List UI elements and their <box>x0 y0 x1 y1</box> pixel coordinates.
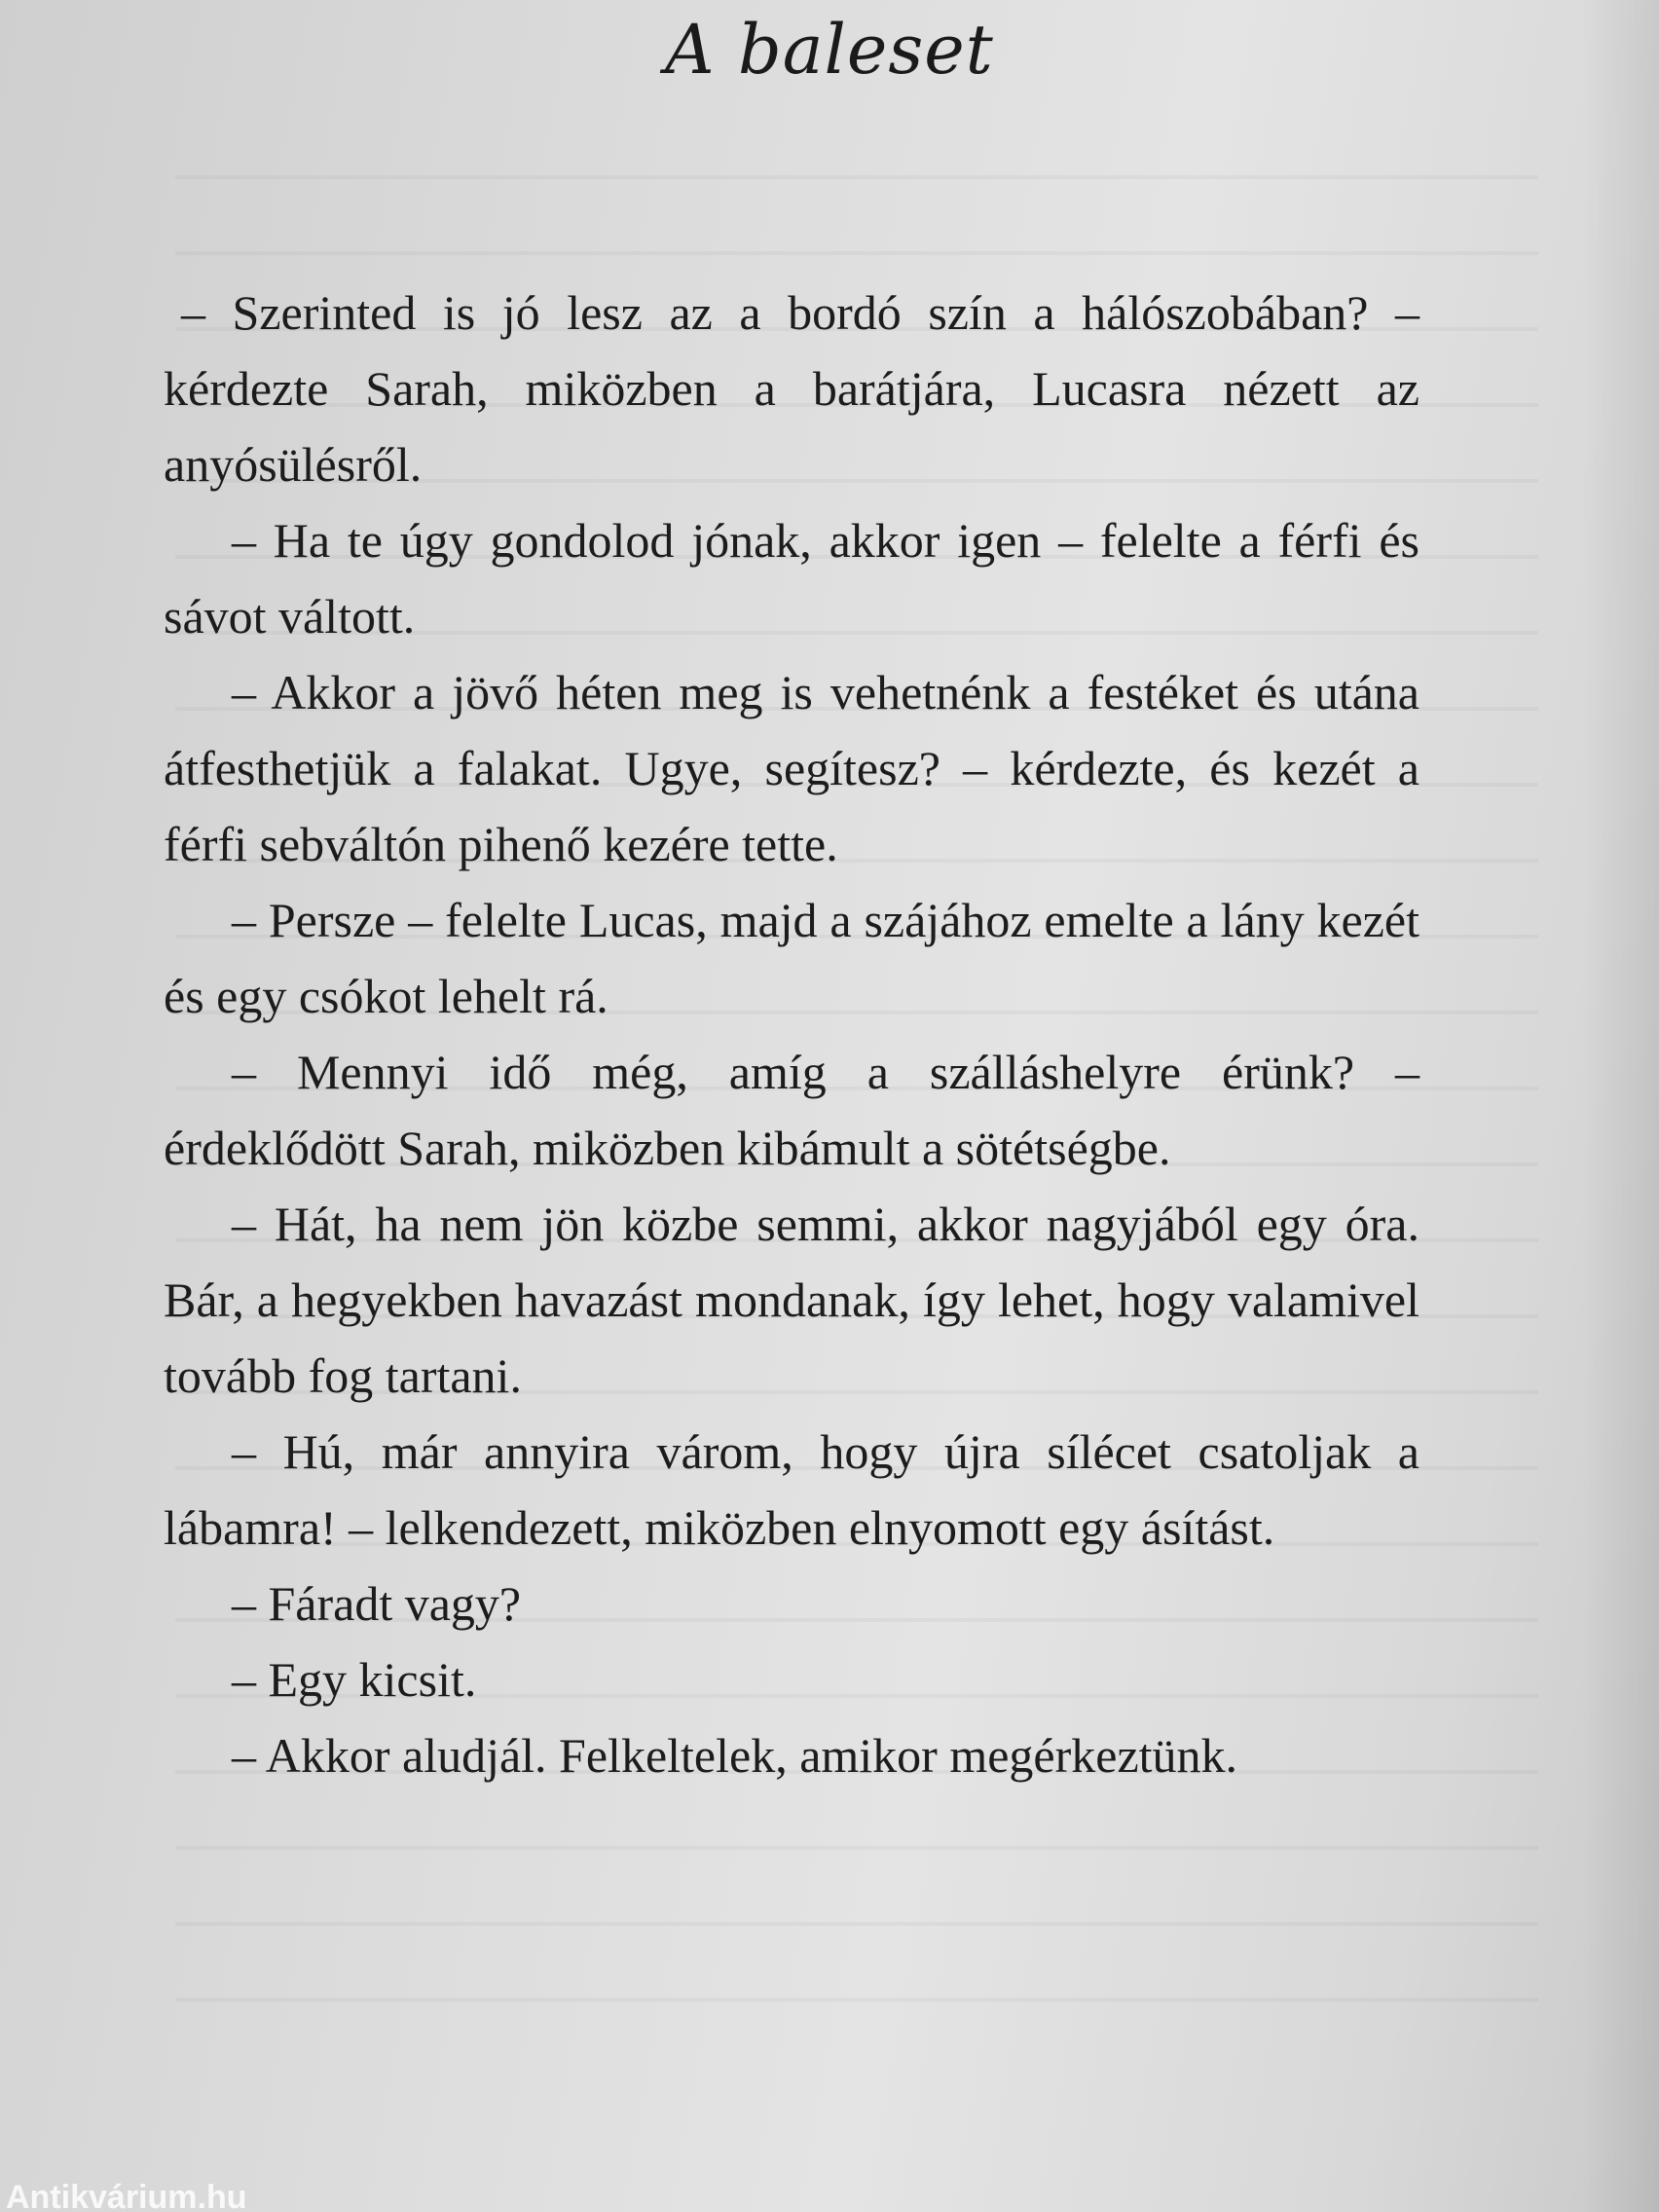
body-text <box>164 275 1419 1793</box>
paragraph: – Mennyi idő még, amíg a szálláshelyre érünk? – érdeklődött Sarah, miközben kibámult a sötétségbe. <box>164 1045 1419 1175</box>
paragraph: – Ha te úgy gondolod jónak, akkor igen – felelte a férfi és sávot váltott. <box>164 513 1419 644</box>
paragraph: – Persze – felelte Lucas, majd a szájához emelte a lány kezét és egy csókot lehelt rá. <box>164 893 1419 1023</box>
watermark: Antikvárium.hu <box>6 2183 247 2212</box>
page-edge-shadow <box>1581 0 1659 2212</box>
paragraph: – Fáradt vagy? <box>232 1576 522 1631</box>
paragraph: – Hát, ha nem jön közbe semmi, akkor nagyjából egy óra. Bár, a hegyekben havazást mondanak, így lehet, hogy valamivel tovább fog tartani. <box>164 1197 1419 1403</box>
paragraph: – Akkor aludjál. Felkeltelek, amikor megérkeztünk. <box>232 1728 1238 1783</box>
chapter-title: A baleset <box>665 10 994 90</box>
paragraph: – Szerinted is jó lesz az a bordó szín a hálószobában? – kérdezte Sarah, miközben a barátjára, Lucasra nézett az anyósülésről. <box>164 285 1419 492</box>
paragraph: – Akkor a jövő héten meg is vehetnénk a festéket és utána átfesthetjük a falakat. Ugye, segítesz? – kérdezte, és kezét a férfi sebváltón pihenő kezére tette. <box>164 665 1419 871</box>
paragraph: – Hú, már annyira várom, hogy újra sílécet csatoljak a lábamra! – lelkendezett, miközben elnyomott egy ásítást. <box>164 1424 1419 1555</box>
paragraph: – Egy kicsit. <box>232 1652 477 1707</box>
